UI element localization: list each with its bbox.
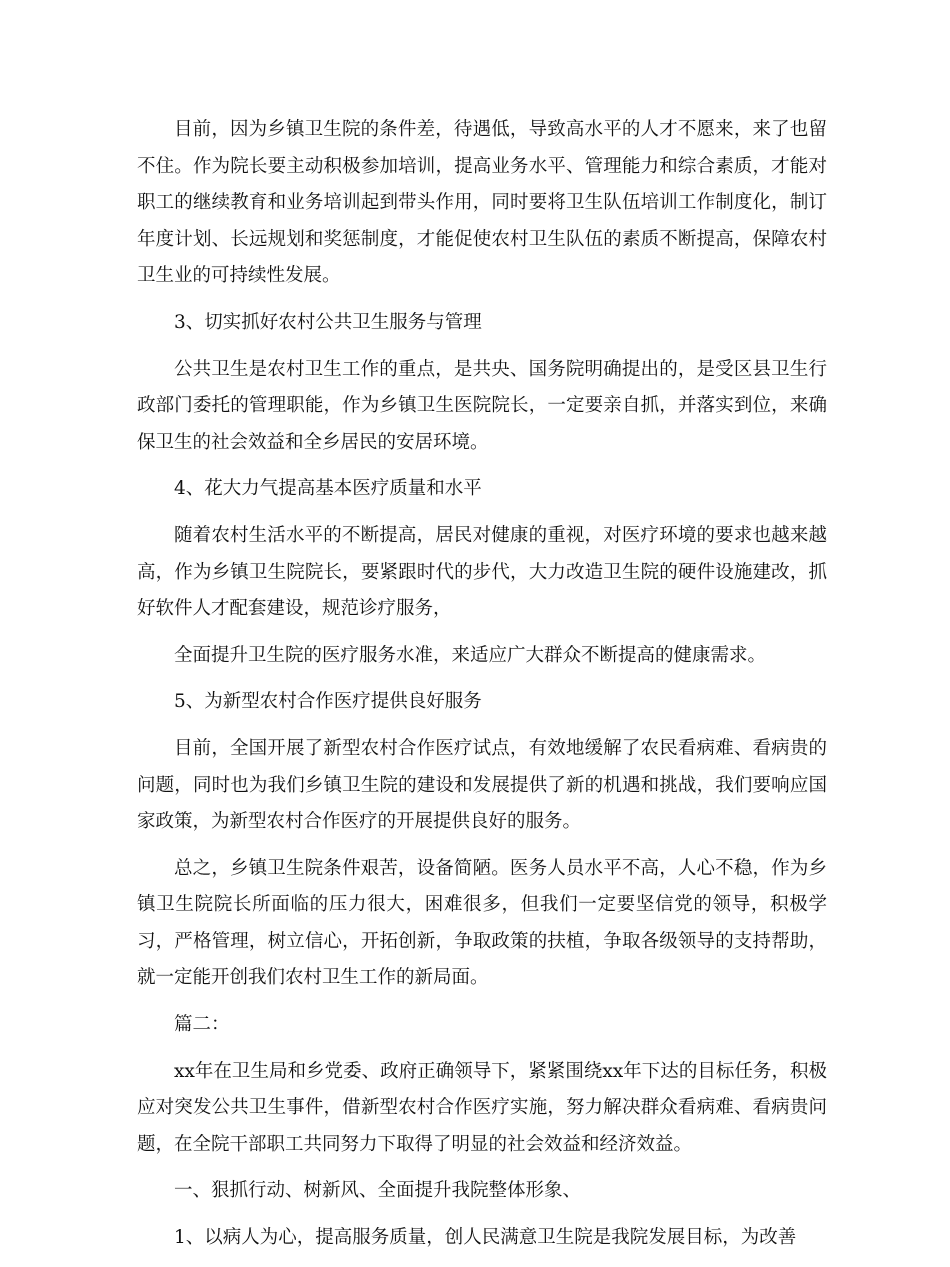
paragraph-talent-training: 目前，因为乡镇卫生院的条件差，待遇低，导致高水平的人才不愿来，来了也留不住。作为院长要主动积极参加培训，提高业务水平、管理能力和综合素质，才能对职工的继续教育和业务培训起到带头作用，同时要将卫生队伍培训工作制度化，制订年度计划、长远规划和奖惩制度，才能促使农村卫生队伍的素质不断提高，保障农村卫生业的可持续性发展。 xyxy=(137,119,827,287)
paragraph-public-health: 公共卫生是农村卫生工作的重点，是共央、国务院明确提出的，是受区县卫生行政部门委托的管理职能，作为乡镇卫生医院院长，一定要亲自抓，并落实到位，来确保卫生的社会效益和全乡居民的安居环境。 xyxy=(137,358,827,453)
section-title-part-two: 篇二： xyxy=(174,1014,230,1036)
heading-medical-quality: 4、花大力气提高基本医疗质量和水平 xyxy=(174,478,482,500)
document-body xyxy=(137,112,827,1267)
heading-cooperative-medical: 5、为新型农村合作医疗提供良好服务 xyxy=(174,691,482,713)
heading-public-health: 3、切实抓好农村公共卫生服务与管理 xyxy=(174,311,482,333)
paragraph-conclusion: 总之，乡镇卫生院条件艰苦，设备简陋。医务人员水平不高，人心不稳，作为乡镇卫生院院长所面临的压力很大，困难很多，但我们一定要坚信党的领导，积极学习，严格管理，树立信心，开拓创新，争取政策的扶植，争取各级领导的支持帮助，就一定能开创我们农村卫生工作的新局面。 xyxy=(137,857,827,989)
paragraph-cooperative-medical: 目前，全国开展了新型农村合作医疗试点，有效地缓解了农民看病难、看病贵的问题，同时也为我们乡镇卫生院的建设和发展提供了新的机遇和挑战，我们要响应国家政策，为新型农村合作医疗的开展提供良好的服务。 xyxy=(137,737,827,833)
paragraph-patient-centered: 1、以病人为心，提高服务质量，创人民满意卫生院是我院发展目标，为改善 xyxy=(174,1227,797,1249)
paragraph-service-standard: 全面提升卫生院的医疗服务水准，来适应广大群众不断提高的健康需求。 xyxy=(174,644,767,666)
paragraph-medical-quality: 随着农村生活水平的不断提高，居民对健康的重视，对医疗环境的要求也越来越高，作为乡镇卫生院院长，要紧跟时代的步代，大力改造卫生院的硬件设施建改，抓好软件人才配套建设，规范诊疗服务， xyxy=(137,524,827,620)
heading-image-improvement: 一、狠抓行动、树新风、全面提升我院整体形象、 xyxy=(174,1180,582,1202)
paragraph-annual-summary: xx年在卫生局和乡党委、政府正确领导下，紧紧围绕xx年下达的目标任务，积极应对突发公共卫生事件，借新型农村合作医疗实施，努力解决群众看病难、看病贵问题，在全院干部职工共同努力下取得了明显的社会效益和经济效益。 xyxy=(137,1060,827,1155)
